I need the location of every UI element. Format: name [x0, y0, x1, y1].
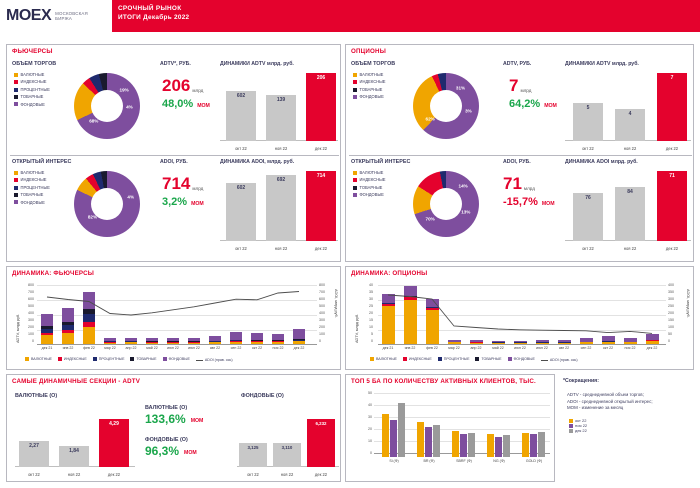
- sections-stat1-label: ВАЛЮТНЫЕ (О): [145, 405, 188, 411]
- bar: [468, 433, 475, 457]
- options-volume-heading: ОБЪЕМ ТОРГОВ: [351, 61, 396, 67]
- bar-highlight: 6,232: [307, 419, 335, 467]
- bar: 602: [226, 91, 256, 141]
- futures-oi-adoi-heading: ADOI, РУБ.: [160, 159, 188, 165]
- options-oi-adoi-value: 71: [503, 174, 522, 193]
- futures-oi-change: 3,2%: [162, 196, 188, 208]
- legend-item: ПРОЦЕНТНЫЕ: [14, 184, 50, 191]
- futures-oi-mom: MOM: [191, 201, 204, 207]
- panel-dynamics-options: ДИНАМИКА: ОПЦИОНЫ ADTV, млрд руб. 40 35 30 25 20 15 10 5 0 400 350 300 250 200 150 100 50 0 ADOI, млрд руб. дек 21 янв 22 фев 22 мар 22 апр 22 май 22 июн 22 июл 22 авг 22 сен 22 окт 22 ноя 22 дек 22 ВАЛЮТНЫЕ ИНДЕКСНЫЕ ПРОЦЕНТНЫЕ ТОВАРНЫЕ ФОНДОВЫЕ ADOI (прав. ось): [345, 266, 694, 370]
- bar: 2,27: [19, 441, 49, 467]
- legend-item: ПРОЦЕНТНЫЕ: [14, 86, 50, 93]
- bar: 76: [573, 193, 603, 241]
- legend-item: ИНДЕКСНЫЕ: [14, 176, 50, 183]
- bar-highlight: 4,29: [99, 419, 129, 467]
- futures-oi-dyn-heading: ДИНАМИКА ADOI, млрд. руб.: [220, 159, 295, 165]
- legend-item: ноя 22: [569, 423, 587, 428]
- sections-stat2-mom: MOM: [184, 450, 197, 456]
- futures-oi-legend: [14, 169, 50, 206]
- legend-item: ВАЛЮТНЫЕ: [353, 169, 386, 176]
- bar: [382, 414, 389, 457]
- top5-legend: [569, 418, 592, 433]
- legend-item: ТОВАРНЫЕ: [14, 191, 50, 198]
- options-volume-adtv-unit: млрд: [520, 88, 532, 93]
- legend-item: ТОВАРНЫЕ: [353, 184, 386, 191]
- sections-stat2-pct: 96,3%: [145, 444, 180, 458]
- options-oi-mom: MOM: [541, 201, 555, 207]
- options-oi-bars: 76 84 71 окт 22 ноя 22 дек 22: [565, 167, 691, 253]
- legend-item: ТОВАРНЫЕ: [14, 93, 50, 100]
- dyn-options-y2ticks: 400 350 300 250 200 150 100 50 0: [668, 283, 674, 343]
- bar: [417, 422, 424, 457]
- futures-oi-adoi-unit: млрд: [192, 186, 204, 191]
- legend-item: ВАЛЮТНЫЕ: [370, 357, 397, 361]
- abbr-line: ADTV - среднедневной объем торгов;: [567, 392, 644, 397]
- options-volume-donut: 62% 31% 3%: [413, 73, 479, 139]
- bar: 84: [615, 187, 645, 241]
- bar: [460, 434, 467, 457]
- futures-volume-dyn-heading: ДИНАМИКИ ADTV млрд. руб.: [220, 61, 294, 67]
- legend-item: дек 22: [569, 428, 587, 433]
- legend-item: ФОНДОВЫЕ: [14, 101, 50, 108]
- legend-item: ФОНДОВЫЕ: [353, 191, 386, 198]
- options-volume-mom: MOM: [544, 103, 557, 109]
- panel-futures-title: ФЬЮЧЕРСЫ: [12, 48, 53, 55]
- futures-volume-mom: MOM: [197, 103, 210, 109]
- legend-item: ПРОЦЕНТНЫЕ: [93, 357, 125, 361]
- panel-sections: [6, 374, 341, 482]
- abbr-line: ADOI - среднедневной открытый интерес;: [567, 398, 653, 404]
- bar: [495, 437, 502, 457]
- futures-volume-donut: 68% 19% 4%: [74, 73, 140, 139]
- legend-item: ИНДЕКСНЫЕ: [353, 176, 386, 183]
- sections-stat2-label: ФОНДОВЫЕ (О): [145, 437, 188, 443]
- dyn-options-title: ДИНАМИКА: ОПЦИОНЫ: [351, 270, 428, 277]
- options-oi-legend: [353, 169, 386, 199]
- legend-item: ВАЛЮТНЫЕ: [14, 71, 50, 78]
- abbr-title: *Сокращения:: [563, 378, 599, 384]
- bar: 3,110: [273, 443, 301, 467]
- options-oi-donut: 70% 14% 13%: [413, 171, 479, 237]
- sections-col1-head: ВАЛЮТНЫЕ (О): [15, 393, 58, 399]
- options-volume-adtv: [509, 77, 557, 110]
- futures-volume-adtv-unit: млрд: [192, 88, 204, 93]
- dyn-options-yticks: 40 35 30 25 20 15 10 5 0: [369, 283, 373, 343]
- options-oi-change: -15,7%: [503, 196, 538, 208]
- bar: [530, 434, 537, 457]
- bar-highlight: 714: [306, 171, 336, 241]
- futures-oi-adoi-value: 714: [162, 174, 191, 193]
- dyn-options-xticks: дек 21 янв 22 фев 22 мар 22 апр 22 май 22 июн 22 июл 22 авг 22 сен 22 окт 22 ноя 22 дек 22: [382, 346, 658, 350]
- futures-oi-block: [12, 159, 337, 255]
- legend-item: ИНДЕКСНЫЕ: [58, 357, 87, 361]
- options-oi-adoi-heading: ADOI, РУБ.: [503, 159, 531, 165]
- bar: 5: [573, 103, 603, 141]
- legend-item: окт 22: [569, 418, 587, 423]
- bar: 4: [615, 109, 645, 141]
- options-volume-bars: 5 4 7 окт 22 ноя 22 дек 22: [565, 69, 691, 153]
- options-volume-legend: [353, 71, 386, 101]
- panel-top5: [345, 374, 555, 482]
- futures-oi-adoi: [162, 175, 204, 208]
- futures-oi-heading: ОТКРЫТЫЙ ИНТЕРЕС: [12, 159, 72, 165]
- options-volume-block: [351, 61, 690, 153]
- legend-item: ТОВАРНЫЕ: [353, 86, 386, 93]
- legend-item: ФОНДОВЫЕ: [508, 357, 535, 361]
- abbr-list: [567, 392, 691, 412]
- bar: [522, 433, 529, 457]
- bar: [503, 435, 510, 457]
- legend-item: ФОНДОВЫЕ: [163, 357, 190, 361]
- options-volume-adtv-value: 7: [509, 76, 519, 95]
- futures-volume-adtv-value: 206: [162, 76, 191, 95]
- legend-item: ИНДЕКСНЫЕ: [14, 78, 50, 85]
- options-oi-heading: ОТКРЫТЫЙ ИНТЕРЕС: [351, 159, 411, 165]
- dyn-futures-xticks: дек 21 янв 22 фев 22 мар 22 апр 22 май 22 июн 22 июл 22 авг 22 сен 22 окт 22 ноя 22 дек 22: [41, 346, 305, 350]
- options-volume-adtv-heading: ADTV, РУБ.: [503, 61, 532, 67]
- panel-futures: [6, 44, 341, 262]
- bar: 602: [226, 183, 256, 241]
- bar: [390, 420, 397, 457]
- options-oi-block: [351, 159, 690, 255]
- header-title-bar: [112, 0, 700, 32]
- legend-item: ТОВАРНЫЕ: [130, 357, 156, 361]
- sections-equity-bars: 3,125 3,110 6,232 окт 22 ноя 22 дек 22: [237, 401, 339, 479]
- bar: 692: [266, 175, 296, 241]
- header-subtitle: ИТОГИ Декабрь 2022: [118, 14, 190, 21]
- dyn-options-plot: [378, 285, 666, 345]
- moex-logo: [0, 0, 112, 32]
- bar: [433, 425, 440, 457]
- legend-item: ФОНДОВЫЕ: [353, 93, 386, 100]
- sections-stat1-mom: MOM: [190, 418, 204, 424]
- options-oi-adoi: [503, 175, 555, 208]
- bar: [398, 403, 405, 457]
- legend-item: ADOI (прав. ось): [541, 358, 578, 362]
- bar: [452, 431, 459, 457]
- options-oi-dyn-heading: ДИНАМИКА ADOI млрд. руб.: [565, 159, 638, 165]
- futures-volume-block: [12, 61, 337, 153]
- dyn-futures-y2ticks: 800 700 600 500 400 300 200 100 0: [319, 283, 325, 343]
- bar: 139: [266, 95, 296, 141]
- logo-wordmark: MOEX: [6, 7, 52, 24]
- bar: 3,125: [239, 443, 267, 467]
- panel-abbreviations: [559, 374, 694, 482]
- top5-plot: [374, 393, 550, 457]
- top5-yticks: 50 40 30 20 10 0: [368, 391, 372, 455]
- panel-dynamics-futures: ДИНАМИКА: ФЬЮЧЕРСЫ ADTV, млрд руб. 800 700 600 500 400 300 200 100 0 800 700 600 500 400 300 200 100 0 ADOI, млрд руб. дек 21 янв 22 фев 22 мар 22 апр 22 май 22 июн 22 июл 22 авг 22 сен 22 окт 22 ноя 22 дек 22 ВАЛЮТНЫЕ ИНДЕКСНЫЕ ПРОЦЕНТНЫЕ ТОВАРНЫЕ ФОНДОВЫЕ ADOI (прав. ось): [6, 266, 341, 370]
- header: [0, 0, 700, 32]
- legend-item: ИНДЕКСНЫЕ: [403, 357, 432, 361]
- dyn-futures-yticks: 800 700 600 500 400 300 200 100 0: [28, 283, 34, 343]
- options-oi-adoi-unit: млрд: [523, 186, 535, 191]
- dyn-options-legend: [370, 357, 583, 362]
- sections-stat1: [145, 413, 203, 425]
- futures-oi-donut: 82% 4%: [74, 171, 140, 237]
- futures-volume-adtv: [162, 77, 210, 110]
- legend-item: ПРОЦЕНТНЫЕ: [438, 357, 470, 361]
- sections-title: САМЫЕ ДИНАМИЧНЫЕ СЕКЦИИ - ADTV: [12, 378, 141, 385]
- panel-options: [345, 44, 694, 262]
- sections-stat1-pct: 133,6%: [145, 412, 186, 426]
- adoi-line: [378, 285, 666, 345]
- options-volume-dyn-heading: ДИНАМИКИ ADTV млрд. руб.: [565, 61, 639, 67]
- bar: 1,84: [59, 446, 89, 467]
- futures-oi-bars: 602 692 714 окт 22 ноя 22 дек 22: [220, 167, 338, 253]
- legend-item: ВАЛЮТНЫЕ: [25, 357, 52, 361]
- legend-item: ВАЛЮТНЫЕ: [353, 71, 386, 78]
- bar-highlight: 206: [306, 73, 336, 141]
- options-volume-change: 64,2%: [509, 98, 541, 110]
- futures-volume-legend: [14, 71, 50, 108]
- abbr-line: MOM - изменение за месяц: [567, 405, 624, 411]
- dyn-futures-title: ДИНАМИКА: ФЬЮЧЕРСЫ: [12, 270, 95, 277]
- top5-title: ТОП 5 БА ПО КОЛИЧЕСТВУ АКТИВНЫХ КЛИЕНТОВ, ТЫС.: [351, 378, 536, 385]
- legend-item: ВАЛЮТНЫЕ: [14, 169, 50, 176]
- header-title: СРОЧНЫЙ РЫНОК: [118, 5, 182, 12]
- futures-volume-heading: ОБЪЕМ ТОРГОВ: [12, 61, 57, 67]
- bar-highlight: 7: [657, 73, 687, 141]
- dyn-futures-ylabel: ADTV, млрд руб.: [16, 313, 20, 343]
- bar: [538, 432, 545, 457]
- bar-highlight: 71: [657, 171, 687, 241]
- futures-volume-adtv-heading: ADTV*, РУБ.: [160, 61, 191, 67]
- legend-item: ТОВАРНЫЕ: [475, 357, 501, 361]
- futures-volume-bars: 602 139 206 окт 22 ноя 22 дек 22: [220, 69, 338, 153]
- dyn-futures-plot: [37, 285, 317, 345]
- bar: [487, 434, 494, 457]
- logo-subtitle: МОСКОВСКАЯ БИРЖА: [55, 10, 88, 21]
- sections-col2-head: ФОНДОВЫЕ (О): [241, 393, 284, 399]
- adoi-line: [37, 285, 317, 345]
- legend-item: ИНДЕКСНЫЕ: [353, 78, 386, 85]
- futures-volume-change: 48,0%: [162, 98, 194, 110]
- top5-xticks: Si (Ф) BR (Ф) SBRF (Ф) NG (Ф) GOLD (Ф): [389, 459, 543, 463]
- sections-currency-bars: 2,27 1,84 4,29 окт 22 ноя 22 дек 22: [15, 401, 135, 479]
- legend-item: ADOI (прав. ось): [196, 358, 233, 362]
- legend-item: ФОНДОВЫЕ: [14, 199, 50, 206]
- panel-options-title: ОПЦИОНЫ: [351, 48, 386, 55]
- bar: [425, 427, 432, 457]
- dyn-futures-legend: [25, 357, 238, 362]
- sections-stat2: [145, 445, 197, 457]
